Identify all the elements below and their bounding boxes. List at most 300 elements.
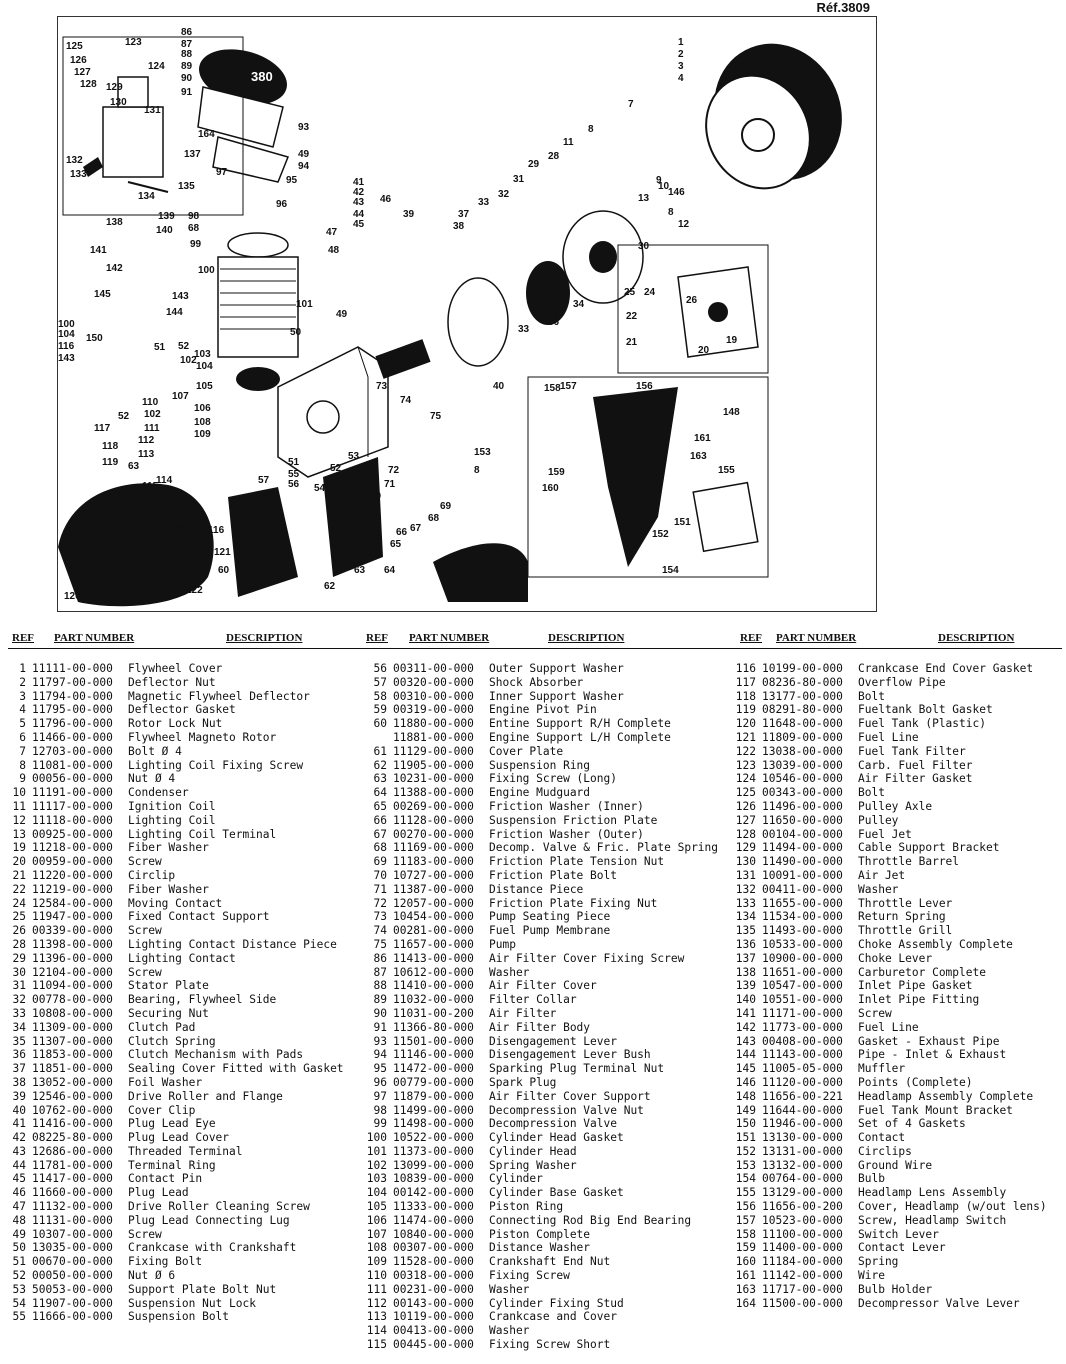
- ref-cell: 58: [373, 689, 387, 703]
- svg-text:101: 101: [296, 299, 313, 310]
- ref-cell: 13: [12, 827, 26, 841]
- description-cell: Friction Washer (Outer): [489, 827, 644, 841]
- part-number-cell: 11781-00-000: [32, 1158, 113, 1172]
- ref-cell: 105: [366, 1200, 387, 1214]
- description-cell: Moving Contact: [128, 896, 223, 910]
- svg-text:119: 119: [102, 457, 119, 468]
- svg-text:105: 105: [196, 381, 213, 392]
- part-number-cell: 10199-00-000: [762, 662, 843, 675]
- part-number-cell: 00411-00-000: [762, 882, 843, 896]
- part-number-cell: 11184-00-000: [762, 1255, 843, 1269]
- ref-cell: 62: [373, 758, 387, 772]
- svg-text:104: 104: [58, 329, 75, 340]
- description-cell: Nut Ø 6: [128, 1269, 176, 1283]
- part-number-cell: 00318-00-000: [393, 1269, 474, 1283]
- part-number-cell: 08225-80-000: [32, 1131, 113, 1145]
- svg-text:163: 163: [690, 451, 707, 462]
- description-cell: Fuel Line: [858, 1020, 919, 1034]
- part-number-cell: 11881-00-000: [393, 730, 474, 744]
- part-number-cell: 10119-00-000: [393, 1310, 474, 1324]
- ref-cell: 142: [735, 1020, 756, 1034]
- description-cell: Foil Washer: [128, 1075, 203, 1089]
- ref-cell: 22: [12, 882, 26, 896]
- ref-cell: 28: [12, 937, 26, 951]
- ref-cell: 19: [12, 841, 26, 855]
- description-cell: Spring Washer: [489, 1158, 577, 1172]
- ref-cell: 126: [735, 799, 756, 813]
- part-number-cell: 00320-00-000: [393, 675, 474, 689]
- part-number-cell: 12057-00-000: [393, 896, 474, 910]
- description-cell: Throttle Barrel: [858, 855, 960, 869]
- svg-text:60: 60: [218, 565, 230, 576]
- description-cell: Fuel Tank Mount Bracket: [858, 1103, 1013, 1117]
- ref-cell: 68: [373, 841, 387, 855]
- svg-text:4: 4: [678, 73, 684, 84]
- description-cell: Plug Lead Eye: [128, 1117, 216, 1131]
- svg-text:143: 143: [172, 291, 189, 302]
- part-number-cell: 13099-00-000: [393, 1158, 474, 1172]
- svg-text:134: 134: [138, 191, 155, 202]
- ref-cell: 153: [735, 1158, 756, 1172]
- description-cell: Set of 4 Gaskets: [858, 1117, 966, 1131]
- description-cell: Nut Ø 4: [128, 772, 176, 786]
- svg-text:37: 37: [458, 209, 470, 220]
- svg-text:54: 54: [354, 477, 366, 488]
- part-number-cell: 11851-00-000: [32, 1062, 113, 1076]
- svg-text:9: 9: [656, 175, 662, 186]
- description-cell: Fuel Line: [858, 730, 919, 744]
- description-cell: Air Filter Body: [489, 1020, 591, 1034]
- part-number-cell: 11794-00-000: [32, 689, 113, 703]
- svg-text:26: 26: [686, 295, 698, 306]
- description-cell: Cylinder Head Gasket: [489, 1131, 624, 1145]
- part-number-cell: 00408-00-000: [762, 1034, 843, 1048]
- ref-cell: 90: [373, 1006, 387, 1020]
- svg-text:71: 71: [384, 479, 396, 490]
- ref-cell: 159: [735, 1241, 756, 1255]
- ref-cell: 11: [12, 799, 26, 813]
- svg-text:1: 1: [678, 37, 684, 48]
- description-cell: Suspension Nut Lock: [128, 1296, 256, 1310]
- part-number-cell: 11129-00-000: [393, 744, 474, 758]
- svg-text:99: 99: [190, 239, 202, 250]
- svg-text:102: 102: [180, 355, 197, 366]
- description-header: DESCRIPTION: [226, 632, 303, 644]
- part-number-cell: 00270-00-000: [393, 827, 474, 841]
- part-number-cell: 10231-00-000: [393, 772, 474, 786]
- ref-cell: 35: [12, 1034, 26, 1048]
- description-cell: Flywheel Magneto Rotor: [128, 730, 277, 744]
- ref-cell: 48: [12, 1213, 26, 1227]
- part-number-cell: 13131-00-000: [762, 1144, 843, 1158]
- part-number-cell: 00343-00-000: [762, 786, 843, 800]
- description-cell: Decomp. Valve & Fric. Plate Spring: [489, 841, 719, 855]
- description-cell: Air Filter Cover: [489, 979, 597, 993]
- part-number-cell: 11218-00-000: [32, 841, 113, 855]
- description-cell: Screw: [128, 1227, 162, 1241]
- part-number-cell: 11005-05-000: [762, 1062, 843, 1076]
- ref-cell: 163: [735, 1282, 756, 1296]
- ref-cell: 8: [19, 758, 26, 772]
- part-number-cell: 11660-00-000: [32, 1186, 113, 1200]
- part-number-cell: 00339-00-000: [32, 924, 113, 938]
- description-cell: Plug Lead: [128, 1186, 189, 1200]
- description-cell: Fiber Washer: [128, 882, 209, 896]
- description-cell: Lighting Contact: [128, 951, 236, 965]
- engine-support-drawing: [228, 457, 528, 602]
- ref-cell: 57: [373, 675, 387, 689]
- description-cell: Pulley Axle: [858, 799, 933, 813]
- part-number-cell: 11118-00-000: [32, 813, 113, 827]
- svg-text:132: 132: [66, 155, 83, 166]
- part-number-cell: 10840-00-000: [393, 1227, 474, 1241]
- svg-text:7: 7: [628, 99, 634, 110]
- description-cell: Muffler: [858, 1062, 906, 1076]
- description-cell: Filter Collar: [489, 993, 577, 1007]
- ref-cell: 30: [12, 965, 26, 979]
- svg-text:67: 67: [410, 523, 422, 534]
- part-number-cell: 13035-00-000: [32, 1241, 113, 1255]
- description-cell: Plug Lead Cover: [128, 1131, 230, 1145]
- part-number-cell: 11413-00-000: [393, 951, 474, 965]
- part-number-cell: 11183-00-000: [393, 855, 474, 869]
- part-number-cell: 00142-00-000: [393, 1186, 474, 1200]
- part-number-cell: 10762-00-000: [32, 1103, 113, 1117]
- part-number-cell: 11169-00-000: [393, 841, 474, 855]
- part-number-cell: 00050-00-000: [32, 1269, 113, 1283]
- ref-cell: 140: [735, 993, 756, 1007]
- description-cell: Circlip: [128, 868, 176, 882]
- ref-cell: 21: [12, 868, 26, 882]
- part-number-cell: 11410-00-000: [393, 979, 474, 993]
- part-number-cell: 11466-00-000: [32, 730, 113, 744]
- svg-text:130: 130: [110, 97, 127, 108]
- ref-cell: 145: [735, 1062, 756, 1076]
- ref-cell: 67: [373, 827, 387, 841]
- description-cell: Engine Support L/H Complete: [489, 730, 671, 744]
- part-number-cell: 11142-00-000: [762, 1269, 843, 1283]
- part-number-cell: 12584-00-000: [32, 896, 113, 910]
- description-cell: Threaded Terminal: [128, 1144, 243, 1158]
- svg-text:12: 12: [678, 219, 690, 230]
- ref-cell: 37: [12, 1062, 26, 1076]
- svg-text:133: 133: [70, 169, 87, 180]
- part-number-cell: 11494-00-000: [762, 841, 843, 855]
- svg-text:52: 52: [330, 463, 342, 474]
- part-number-cell: 11417-00-000: [32, 1172, 113, 1186]
- part-number-cell: 10522-00-000: [393, 1131, 474, 1145]
- part-number-cell: 11388-00-000: [393, 786, 474, 800]
- ref-cell: 141: [735, 1006, 756, 1020]
- description-cell: Pump: [489, 937, 516, 951]
- description-cell: Suspension Bolt: [128, 1310, 230, 1324]
- part-number-cell: 11111-00-000: [32, 662, 113, 675]
- svg-text:36: 36: [548, 317, 560, 328]
- part-number-cell: 00319-00-000: [393, 703, 474, 717]
- part-number-header: PART NUMBER: [409, 632, 490, 644]
- ref-cell: 110: [366, 1269, 387, 1283]
- part-number-cell: 11528-00-000: [393, 1255, 474, 1269]
- ref-cell: 98: [373, 1103, 387, 1117]
- ref-cell: 56: [373, 662, 387, 675]
- part-number-cell: 11809-00-000: [762, 730, 843, 744]
- svg-text:135: 135: [178, 181, 195, 192]
- description-cell: Fixing Bolt: [128, 1255, 203, 1269]
- ref-cell: 154: [735, 1172, 756, 1186]
- ref-cell: 116: [735, 662, 756, 675]
- description-cell: Washer: [489, 1282, 530, 1296]
- description-cell: Return Spring: [858, 910, 946, 924]
- part-number-cell: 11879-00-000: [393, 1089, 474, 1103]
- svg-text:31: 31: [513, 174, 525, 185]
- svg-text:139: 139: [158, 211, 175, 222]
- svg-text:73: 73: [376, 381, 388, 392]
- description-cell: Shock Absorber: [489, 675, 584, 689]
- ref-cell: 157: [735, 1213, 756, 1227]
- svg-text:33: 33: [518, 324, 530, 335]
- svg-text:146: 146: [668, 187, 685, 198]
- ref-cell: 52: [12, 1269, 26, 1283]
- part-number-cell: 11191-00-000: [32, 786, 113, 800]
- ref-cell: 112: [366, 1296, 387, 1310]
- svg-text:47: 47: [326, 227, 338, 238]
- description-cell: Bolt Ø 4: [128, 744, 182, 758]
- ref-cell: 41: [12, 1117, 26, 1131]
- ref-cell: 101: [366, 1144, 387, 1158]
- description-cell: Bolt: [858, 689, 885, 703]
- ref-cell: 66: [373, 813, 387, 827]
- svg-text:116: 116: [208, 525, 225, 536]
- ref-cell: 34: [12, 1020, 26, 1034]
- ref-cell: 7: [19, 744, 26, 758]
- description-cell: Deflector Gasket: [128, 703, 236, 717]
- part-number-cell: 08291-80-000: [762, 703, 843, 717]
- description-cell: Air Filter Cover Fixing Screw: [489, 951, 685, 965]
- description-cell: Screw: [128, 965, 162, 979]
- part-number-cell: 11795-00-000: [32, 703, 113, 717]
- svg-text:87: 87: [181, 39, 193, 50]
- part-number-cell: 10547-00-000: [762, 979, 843, 993]
- part-number-cell: 13177-00-000: [762, 689, 843, 703]
- part-number-cell: 00310-00-000: [393, 689, 474, 703]
- part-number-cell: 11853-00-000: [32, 1048, 113, 1062]
- svg-text:112: 112: [138, 435, 155, 446]
- description-cell: Suspension Ring: [489, 758, 591, 772]
- svg-text:141: 141: [90, 245, 107, 256]
- part-number-cell: 00269-00-000: [393, 799, 474, 813]
- description-cell: Air Jet: [858, 868, 906, 882]
- part-number-cell: 11132-00-000: [32, 1200, 113, 1214]
- description-cell: Carburetor Complete: [858, 965, 986, 979]
- ref-cell: 44: [12, 1158, 26, 1172]
- ref-cell: 72: [373, 896, 387, 910]
- part-number-cell: 11717-00-000: [762, 1282, 843, 1296]
- part-number-cell: 12686-00-000: [32, 1144, 113, 1158]
- ref-cell: 115: [366, 1338, 387, 1352]
- part-number-cell: 11396-00-000: [32, 951, 113, 965]
- ref-cell: 104: [366, 1186, 387, 1200]
- svg-text:29: 29: [528, 159, 540, 170]
- svg-text:63: 63: [354, 565, 366, 576]
- svg-text:64: 64: [384, 565, 396, 576]
- ref-cell: 31: [12, 979, 26, 993]
- ref-cell: 4: [19, 703, 26, 717]
- svg-text:152: 152: [652, 529, 669, 540]
- description-cell: Pulley: [858, 813, 899, 827]
- ref-cell: 40: [12, 1103, 26, 1117]
- description-cell: Switch Lever: [858, 1227, 939, 1241]
- carburetor-drawing: [83, 77, 168, 192]
- svg-text:55: 55: [288, 469, 300, 480]
- description-cell: Cylinder Fixing Stud: [489, 1296, 624, 1310]
- ref-cell: 150: [735, 1117, 756, 1131]
- svg-text:131: 131: [144, 105, 161, 116]
- part-number-cell: 11373-00-000: [393, 1144, 474, 1158]
- part-number-cell: 00779-00-000: [393, 1075, 474, 1089]
- ref-cell: 139: [735, 979, 756, 993]
- description-cell: Cable Support Bracket: [858, 841, 1000, 855]
- ref-cell: 54: [12, 1296, 26, 1310]
- description-cell: Gasket - Exhaust Pipe: [858, 1034, 1000, 1048]
- flywheel-cover-drawing: [687, 21, 866, 207]
- ref-cell: 148: [735, 1089, 756, 1103]
- svg-text:8: 8: [668, 207, 674, 218]
- svg-text:69: 69: [440, 501, 452, 512]
- description-cell: Headlamp Assembly Complete: [858, 1089, 1034, 1103]
- ref-cell: 36: [12, 1048, 26, 1062]
- svg-text:41: 41: [353, 177, 365, 188]
- parts-list-header-2: [366, 630, 726, 646]
- svg-text:143: 143: [58, 353, 75, 364]
- svg-text:100: 100: [58, 319, 75, 330]
- svg-text:51: 51: [288, 457, 300, 468]
- svg-text:120: 120: [64, 591, 81, 602]
- svg-text:137: 137: [184, 149, 201, 160]
- part-number-cell: 11648-00-000: [762, 717, 843, 731]
- svg-text:25: 25: [624, 287, 636, 298]
- part-number-cell: 10533-00-000: [762, 937, 843, 951]
- description-cell: Cover Plate: [489, 744, 564, 758]
- part-number-cell: 13129-00-000: [762, 1186, 843, 1200]
- svg-text:34: 34: [573, 299, 585, 310]
- svg-text:122: 122: [186, 585, 203, 596]
- ref-cell: 138: [735, 965, 756, 979]
- description-cell: Inner Support Washer: [489, 689, 624, 703]
- svg-text:66: 66: [396, 527, 408, 538]
- description-cell: Circlips: [858, 1144, 912, 1158]
- svg-text:10: 10: [658, 181, 670, 192]
- svg-text:102: 102: [144, 409, 161, 420]
- svg-text:58: 58: [262, 489, 274, 500]
- description-cell: Clutch Pad: [128, 1020, 196, 1034]
- parts-list-header-3: [740, 630, 1060, 646]
- part-number-cell: 11220-00-000: [32, 868, 113, 882]
- svg-text:46: 46: [380, 194, 392, 205]
- part-number-cell: 11651-00-000: [762, 965, 843, 979]
- ref-cell: 5: [19, 717, 26, 731]
- clutch-drawing: [375, 211, 643, 379]
- description-header: DESCRIPTION: [548, 632, 625, 644]
- svg-text:89: 89: [181, 61, 193, 72]
- part-number-cell: 11143-00-000: [762, 1048, 843, 1062]
- part-number-cell: 00413-00-000: [393, 1324, 474, 1338]
- description-cell: Contact Pin: [128, 1172, 203, 1186]
- ref-cell: 64: [373, 786, 387, 800]
- part-number-cell: 00445-00-000: [393, 1338, 474, 1352]
- part-number-cell: 10551-00-000: [762, 993, 843, 1007]
- part-number-cell: 10808-00-000: [32, 1006, 113, 1020]
- description-cell: Flywheel Cover: [128, 662, 223, 675]
- ref-cell: 89: [373, 993, 387, 1007]
- part-number-cell: 11094-00-000: [32, 979, 113, 993]
- svg-text:88: 88: [181, 49, 193, 60]
- part-number-cell: 11416-00-000: [32, 1117, 113, 1131]
- description-cell: Cylinder Base Gasket: [489, 1186, 624, 1200]
- svg-text:153: 153: [474, 447, 491, 458]
- ref-cell: 6: [19, 730, 26, 744]
- part-number-cell: 11501-00-000: [393, 1034, 474, 1048]
- svg-text:40: 40: [493, 381, 505, 392]
- part-number-cell: 11100-00-000: [762, 1227, 843, 1241]
- part-number-cell: 13052-00-000: [32, 1075, 113, 1089]
- part-number-cell: 00764-00-000: [762, 1172, 843, 1186]
- svg-text:97: 97: [216, 167, 228, 178]
- svg-text:158: 158: [544, 383, 561, 394]
- description-cell: Fuel Tank (Plastic): [858, 717, 986, 731]
- part-number-header: PART NUMBER: [776, 632, 857, 644]
- part-number-header: PART NUMBER: [54, 632, 135, 644]
- description-cell: Securing Nut: [128, 1006, 209, 1020]
- description-cell: Inlet Pipe Gasket: [858, 979, 973, 993]
- ref-cell: 74: [373, 924, 387, 938]
- svg-text:57: 57: [258, 475, 270, 486]
- ref-cell: 137: [735, 951, 756, 965]
- description-cell: Wire: [858, 1269, 885, 1283]
- svg-text:148: 148: [723, 407, 740, 418]
- ref-cell: 88: [373, 979, 387, 993]
- svg-text:108: 108: [194, 417, 211, 428]
- description-cell: Carb. Fuel Filter: [858, 758, 973, 772]
- ref-cell: 46: [12, 1186, 26, 1200]
- description-cell: Fixing Screw Short: [489, 1338, 611, 1352]
- ref-cell: 63: [373, 772, 387, 786]
- part-number-cell: 00959-00-000: [32, 855, 113, 869]
- description-cell: Pump Seating Piece: [489, 910, 611, 924]
- svg-text:20: 20: [698, 345, 710, 356]
- part-number-cell: 13038-00-000: [762, 744, 843, 758]
- description-cell: Decompression Valve Nut: [489, 1103, 644, 1117]
- description-cell: Crankcase End Cover Gasket: [858, 662, 1034, 675]
- ref-cell: 42: [12, 1131, 26, 1145]
- reference-code: Réf.3809: [816, 0, 870, 15]
- ref-cell: 32: [12, 993, 26, 1007]
- exploded-view-drawing: [58, 17, 876, 611]
- description-cell: Crankcase and Cover: [489, 1310, 617, 1324]
- part-number-cell: 11650-00-000: [762, 813, 843, 827]
- svg-text:117: 117: [94, 423, 111, 434]
- ref-cell: 109: [366, 1255, 387, 1269]
- description-cell: Friction Washer (Inner): [489, 799, 644, 813]
- parts-list: [0, 630, 1066, 1364]
- part-number-cell: 11146-00-000: [393, 1048, 474, 1062]
- part-number-cell: 11400-00-000: [762, 1241, 843, 1255]
- parts-list-header-1: [8, 630, 348, 646]
- description-cell: Lighting Coil: [128, 813, 216, 827]
- description-cell: Piston Complete: [489, 1227, 591, 1241]
- description-cell: Support Plate Bolt Nut: [128, 1282, 277, 1296]
- svg-text:129: 129: [106, 82, 123, 93]
- svg-text:51: 51: [154, 342, 166, 353]
